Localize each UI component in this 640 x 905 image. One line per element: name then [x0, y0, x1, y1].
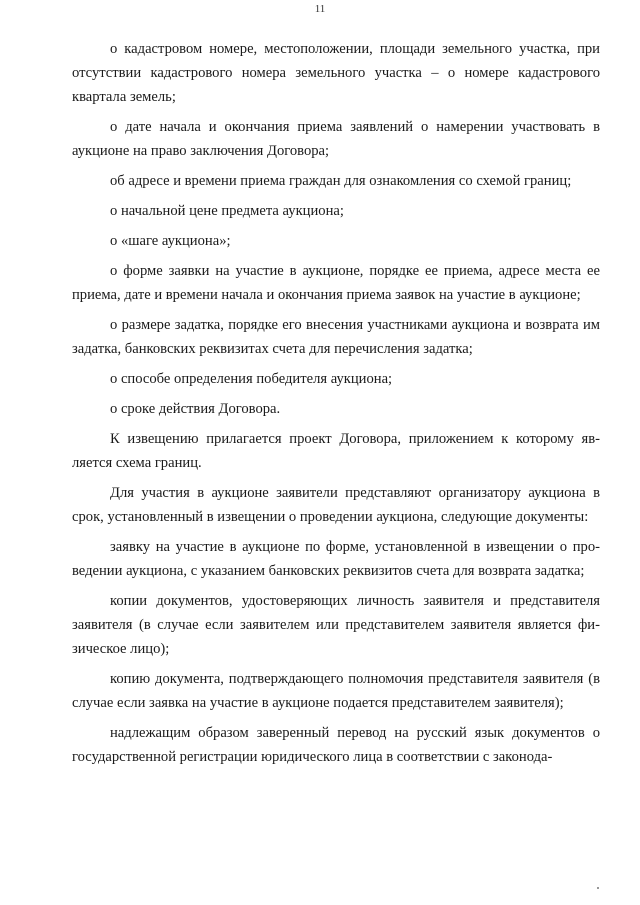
paragraph-starting-price: о начальной цене предмета аукциона; — [110, 203, 344, 219]
paragraph-application-dates: о дате начала и окончания приема заявлений о намерении участвовать в аукционе на право заключения Договора; — [72, 119, 600, 159]
scan-speck — [597, 887, 599, 889]
paragraph-application-form: о форме заявки на участие в аукционе, порядке ее приема, адресе места ее приема, дате и времени начала и окончания приема заявок на участие в аукционе; — [72, 263, 600, 303]
paragraph-auction-step: о «шаге аукциона»; — [110, 233, 231, 249]
paragraph-notice-attachment: К извещению прилагается проект Договора, приложением к которому является схема границ. — [72, 431, 600, 471]
paragraph-reception-address: об адресе и времени приема граждан для ознакомления со схемой границ; — [110, 173, 572, 189]
paragraph-identity-copies: копии документов, удостоверяющих личность заявителя и представителя заявителя (в случае если заявителем или представителем заявителя является физическое лицо); — [72, 593, 600, 657]
paragraph-translation: надлежащим образом заверенный перевод на русский язык документов о государственной регистрации юридического лица в соответствии с законода- — [72, 725, 600, 765]
paragraph-contract-term: о сроке действия Договора. — [110, 401, 281, 417]
paragraph-winner-method: о способе определения победителя аукциона; — [110, 371, 393, 387]
document-body — [72, 37, 600, 775]
paragraph-participation-documents: Для участия в аукционе заявители представляют организатору аукциона в срок, установленный в извещении о проведении аукциона, следующие документы: — [72, 485, 600, 525]
page-number: 11 — [314, 3, 326, 15]
paragraph-deposit: о размере задатка, порядке его внесения участниками аукциона и возврата им задатка, банковских реквизитах счета для перечисления задатка; — [72, 317, 600, 357]
paragraph-application: заявку на участие в аукционе по форме, установленной в извещении о проведении аукциона, с указанием банковских реквизитов счета для возврата задатка; — [72, 539, 600, 579]
paragraph-authority-document: копию документа, подтверждающего полномочия представителя заявителя (в случае если заявка на участие в аукционе подается представителем заявителя); — [72, 671, 600, 711]
paragraph-cadastral-info: о кадастровом номере, местоположении, площади земельного участка, при отсутствии кадастрового номера земельного участка – о номере кадастрового квартала земель; — [72, 41, 600, 105]
